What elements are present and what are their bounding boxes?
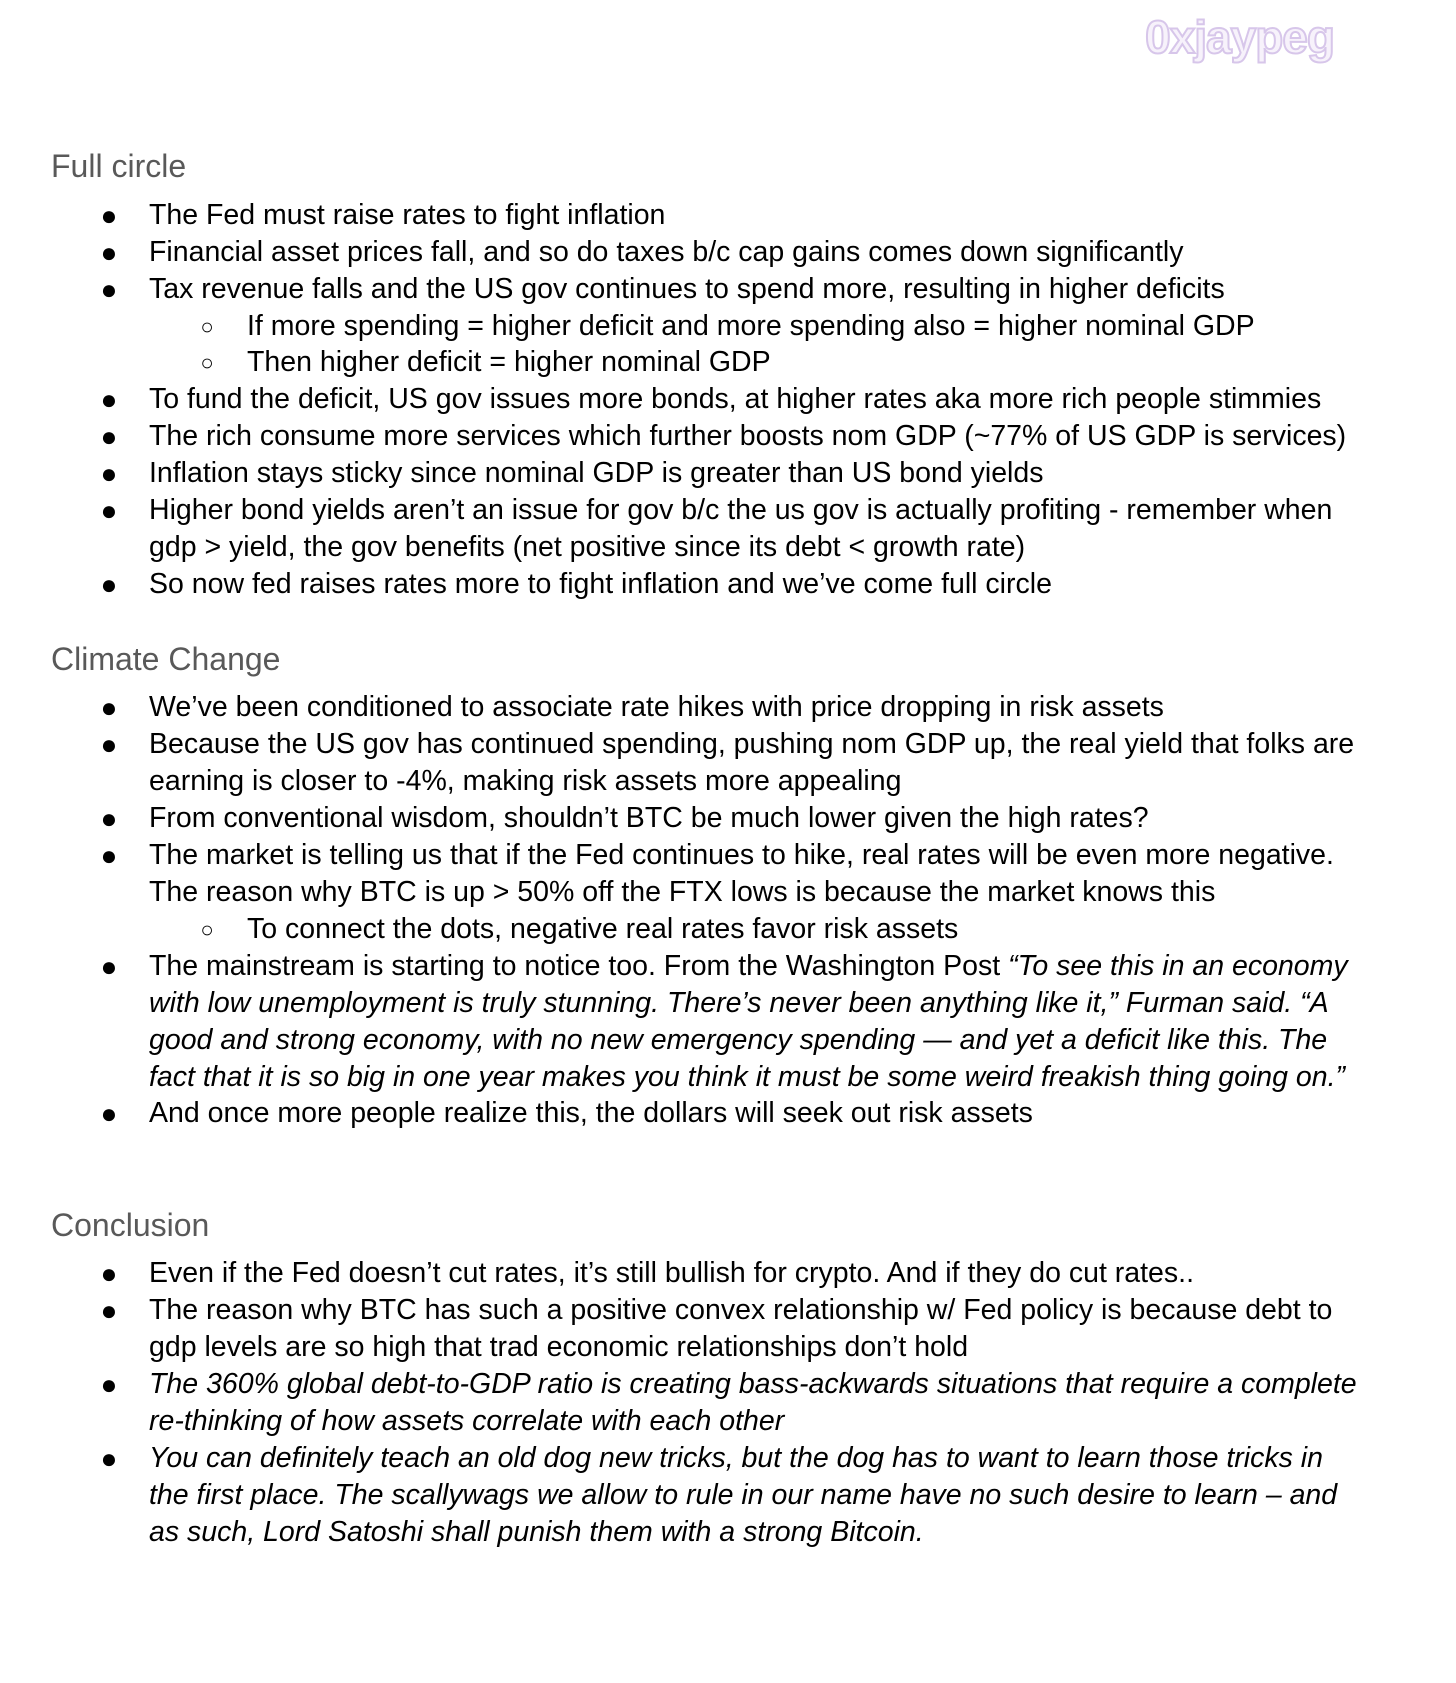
list-item-text: [149, 947, 1348, 987]
list-item-text: And once more people realize this, the dollars will seek out risk assets: [149, 1097, 1033, 1129]
bullet-icon: ●: [100, 421, 118, 452]
bullet-icon: ●: [100, 729, 118, 760]
list-item-text: Tax revenue falls and the US gov continues to spend more, resulting in higher deficits: [149, 273, 1225, 305]
bullet-icon: ●: [100, 692, 118, 723]
list-item-text: From conventional wisdom, shouldn’t BTC be much lower given the high rates?: [149, 802, 1149, 834]
sub-list-item-text: If more spending = higher deficit and more spending also = higher nominal GDP: [247, 310, 1255, 342]
bullet-icon: ●: [100, 1098, 118, 1129]
list-item-text: The 360% global debt-to-GDP ratio is creating bass-ackwards situations that require a complete: [149, 1368, 1357, 1400]
list-item-text: To fund the deficit, US gov issues more bonds, at higher rates aka more rich people stimmies: [149, 383, 1322, 415]
list-item-text-continued: earning is closer to -4%, making risk assets more appealing: [149, 765, 902, 797]
sub-list-item-text: Then higher deficit = higher nominal GDP: [247, 346, 771, 378]
quote-intro-text: The mainstream is starting to notice too. From the Washington Post: [149, 950, 1009, 982]
hollow-bullet-icon: ○: [200, 314, 214, 339]
bullet-icon: ●: [100, 1295, 118, 1326]
list-item-text: Even if the Fed doesn’t cut rates, it’s still bullish for crypto. And if they do cut rates..: [149, 1257, 1194, 1289]
bullet-icon: ●: [100, 569, 118, 600]
sub-list-item-text: To connect the dots, negative real rates favor risk assets: [247, 913, 959, 945]
quote-text: “To see this in an economy: [1008, 950, 1348, 982]
list-item-text: You can definitely teach an old dog new tricks, but the dog has to want to learn those tricks in: [149, 1442, 1323, 1474]
list-item-text: Higher bond yields aren’t an issue for gov b/c the us gov is actually profiting - remember when: [149, 494, 1333, 526]
section-title-conclusion: Conclusion: [51, 1207, 210, 1243]
list-item-text: The market is telling us that if the Fed continues to hike, real rates will be even more negative.: [149, 839, 1334, 871]
bullet-icon: ●: [100, 200, 118, 231]
bullet-icon: ●: [100, 951, 118, 982]
watermark-logo: 0xjaypeg: [1145, 11, 1334, 63]
list-item-text: The Fed must raise rates to fight inflation: [149, 199, 666, 231]
bullet-icon: ●: [100, 384, 118, 415]
quote-text-continued: with low unemployment is truly stunning. There’s never been anything like it,” Furman said. “A: [149, 987, 1329, 1019]
list-item-text: Financial asset prices fall, and so do taxes b/c cap gains comes down significantly: [149, 236, 1184, 268]
bullet-icon: ●: [100, 1369, 118, 1400]
list-item-text-continued: gdp > yield, the gov benefits (net positive since its debt < growth rate): [149, 531, 1026, 563]
list-item-text-continued: gdp levels are so high that trad economic relationships don’t hold: [149, 1331, 969, 1363]
bullet-icon: ●: [100, 495, 118, 526]
list-item-text: Inflation stays sticky since nominal GDP is greater than US bond yields: [149, 457, 1044, 489]
bullet-icon: ●: [100, 237, 118, 268]
bullet-icon: ●: [100, 840, 118, 871]
list-item-text: The rich consume more services which further boosts nom GDP (~77% of US GDP is services): [149, 420, 1347, 452]
list-item-text: So now fed raises rates more to fight inflation and we’ve come full circle: [149, 568, 1052, 600]
list-item-text-continued: The reason why BTC is up > 50% off the FTX lows is because the market knows this: [149, 876, 1216, 908]
hollow-bullet-icon: ○: [200, 350, 214, 375]
bullet-icon: ●: [100, 1258, 118, 1289]
list-item-text-continued: as such, Lord Satoshi shall punish them with a strong Bitcoin.: [149, 1516, 924, 1548]
list-item-text-continued: the first place. The scallywags we allow to rule in our name have no such desire to learn – and: [149, 1479, 1338, 1511]
section-title-climate-change: Climate Change: [51, 641, 281, 677]
bullet-icon: ●: [100, 1443, 118, 1474]
list-item-text: We’ve been conditioned to associate rate hikes with price dropping in risk assets: [149, 691, 1164, 723]
bullet-icon: ●: [100, 274, 118, 305]
quote-text-continued: fact that it is so big in one year makes you think it must be some weird freakish thing going on.”: [149, 1061, 1346, 1093]
list-item-text-continued: re-thinking of how assets correlate with each other: [149, 1405, 785, 1437]
quote-text-continued: good and strong economy, with no new emergency spending — and yet a deficit like this. The: [149, 1024, 1328, 1056]
bullet-icon: ●: [100, 803, 118, 834]
bullet-icon: ●: [100, 458, 118, 489]
section-title-full-circle: Full circle: [51, 148, 187, 184]
list-item-text: The reason why BTC has such a positive convex relationship w/ Fed policy is because debt to: [149, 1294, 1333, 1326]
list-item-text: Because the US gov has continued spending, pushing nom GDP up, the real yield that folks are: [149, 728, 1355, 760]
hollow-bullet-icon: ○: [200, 917, 214, 942]
